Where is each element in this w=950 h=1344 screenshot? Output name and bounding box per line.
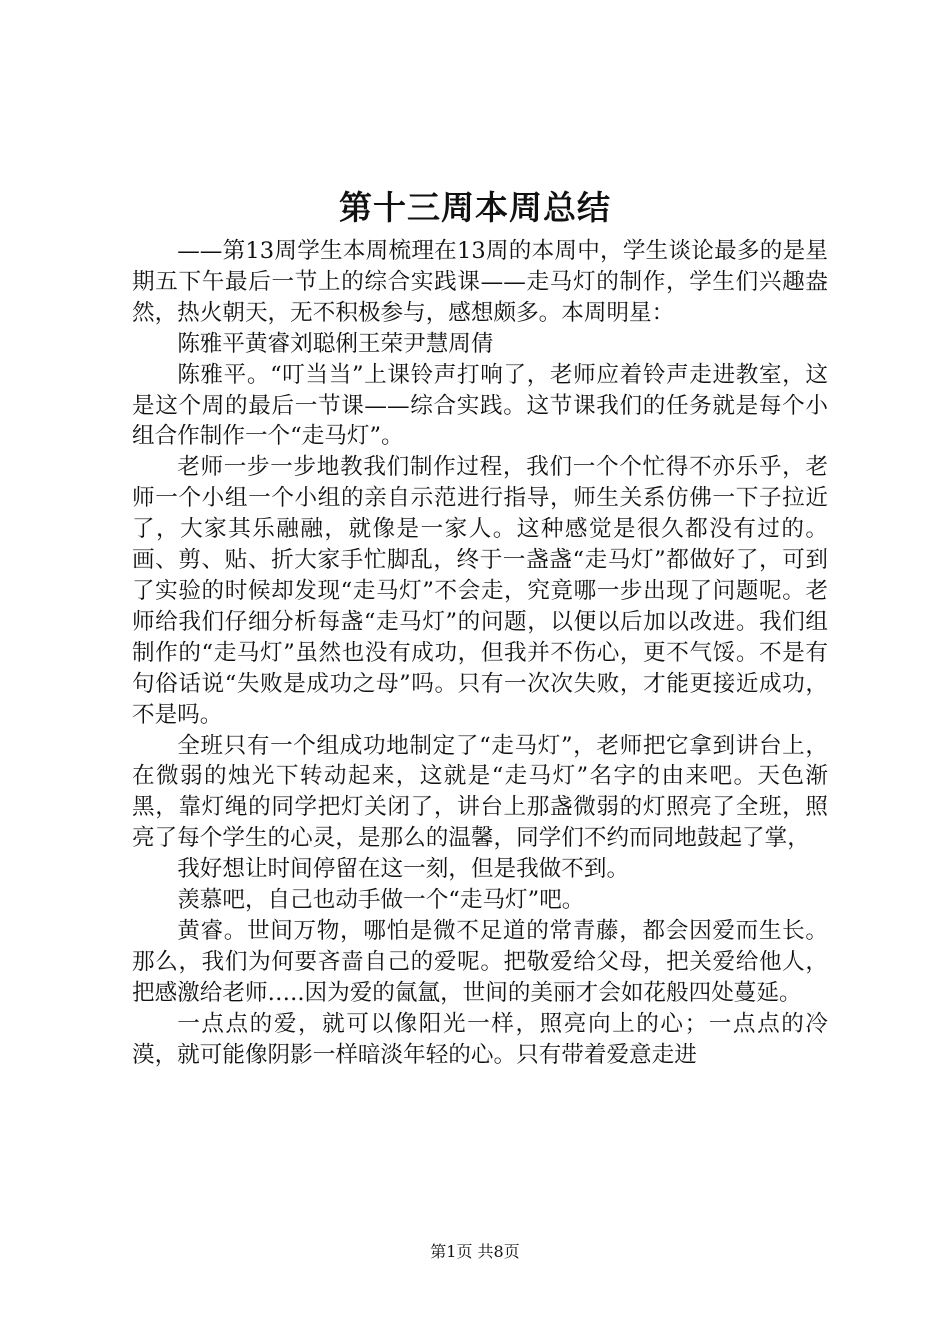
paragraph-huang-rui: 黄睿。世间万物，哪怕是微不足道的常青藤，都会因爱而生长。那么，我们为何要吝啬自己的爱呢。把敬爱给父母，把关爱给他人，把感激给老师…..因为爱的氤氲，世间的美丽才会如花般四处蔓延。: [132, 917, 828, 1006]
page-footer: 第1页 共8页: [430, 1242, 520, 1261]
paragraph-chen-yaping: 陈雅平。“叮当当”上课铃声打响了，老师应着铃声走进教室，这是这个周的最后一节课——综合实践。这节课我们的任务就是每个小组合作制作一个“走马灯”。: [132, 361, 828, 450]
paragraph-little-love: 一点点的爱，就可以像阳光一样，照亮向上的心；一点点的冷漠，就可能像阴影一样暗淡年轻的心。只有带着爱意走进: [132, 1010, 828, 1068]
paragraph-star-names: 陈雅平黄睿刘聪俐王荣尹慧周倩: [177, 330, 494, 357]
document-body: [132, 236, 828, 1070]
paragraph-making-process: 老师一步一步地教我们制作过程，我们一个个忙得不亦乐乎，老师一个小组一个小组的亲自示范进行指导，师生关系仿佛一下子拉近了，大家其乐融融，就像是一家人。这种感觉是很久都没有过的。画、剪、贴、折大家手忙脚乱，终于一盏盏“走马灯”都做好了，可到了实验的时候却发现“走马灯”不会走，究竟哪一步出现了问题呢。老师给我们仔细分析每盏“走马灯”的问题，以便以后加以改进。我们组制作的“走马灯”虽然也没有成功，但我并不伤心，更不气馁。不是有句俗话说“失败是成功之母”吗。只有一次次失败，才能更接近成功，不是吗。: [132, 454, 828, 728]
paragraph-envy: 羡慕吧，自己也动手做一个“走马灯”吧。: [177, 887, 585, 914]
paragraph-intro: ——第13周学生本周梳理在13周的本周中，学生谈论最多的是星期五下午最后一节上的综合实践课——走马灯的制作，学生们兴趣盎然，热火朝天，无不积极参与，感想颇多。本周明星：: [132, 238, 828, 326]
document-title: 第十三周本周总结: [339, 188, 611, 227]
paragraph-stop-time: 我好想让时间停留在这一刻，但是我做不到。: [177, 856, 630, 883]
paragraph-successful-group: 全班只有一个组成功地制定了“走马灯”，老师把它拿到讲台上，在微弱的烛光下转动起来，这就是“走马灯”名字的由来吧。天色渐黑，靠灯绳的同学把灯关闭了，讲台上那盏微弱的灯照亮了全班，照亮了每个学生的心灵，是那么的温馨，同学们不约而同地鼓起了掌，: [132, 732, 828, 852]
